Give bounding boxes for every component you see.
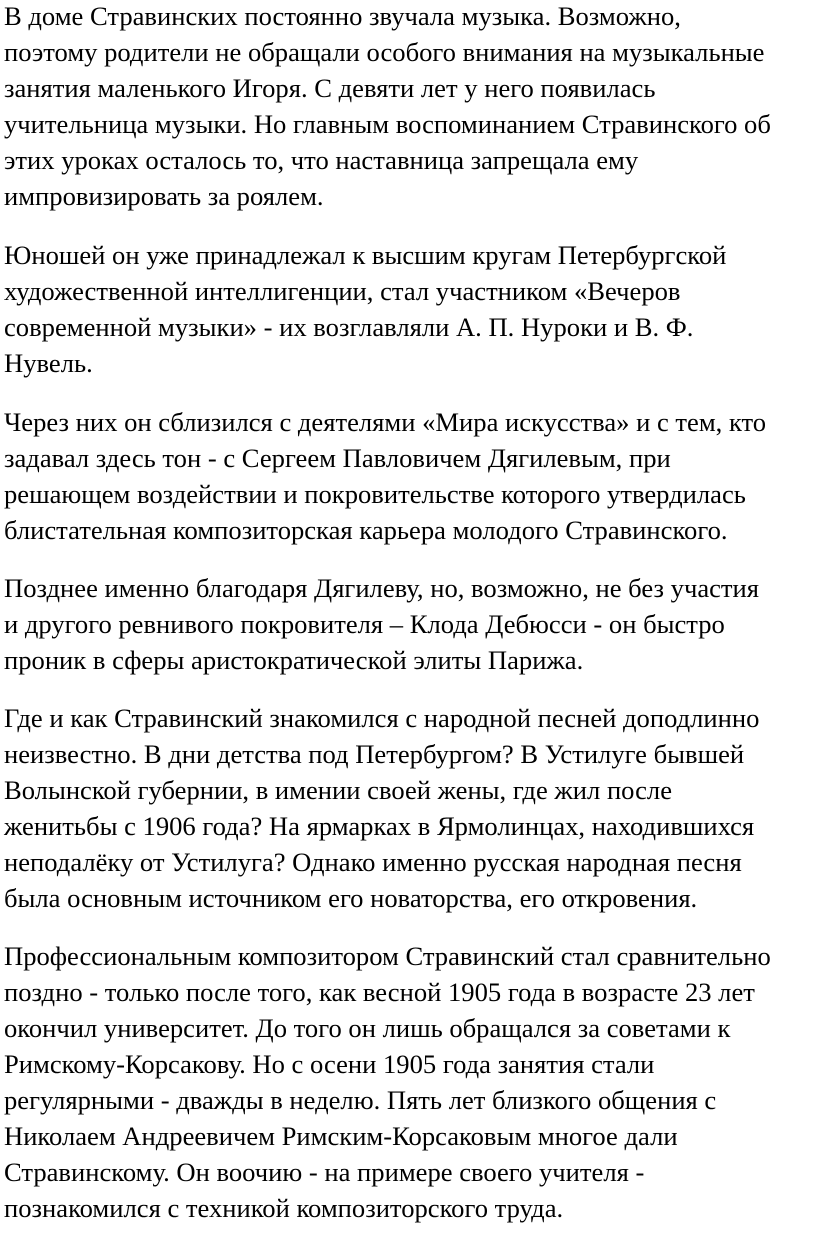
text-line: Юношей он уже принадлежал к высшим кругам Петербургской	[4, 240, 727, 270]
text-line: Через них он сблизился с деятелями «Мира искусства» и с тем, кто	[4, 407, 767, 437]
paragraph-diaghilev	[4, 404, 766, 548]
paragraph-youth	[4, 237, 726, 381]
text-line: импровизировать за роялем.	[4, 181, 324, 211]
text-line: женитьбы с 1906 года? На ярмарках в Ярмолинцах, находившихся	[4, 811, 755, 841]
text-line: неизвестно. В дни детства под Петербургом? В Устилуге бывшей	[4, 739, 745, 769]
text-line: современной музыки» - их возглавляли А. П. Нуроки и В. Ф.	[4, 312, 694, 342]
paragraph-professional	[4, 938, 771, 1226]
text-line: этих уроках осталось то, что наставница запрещала ему	[4, 145, 639, 175]
text-line: занятия маленького Игоря. С девяти лет у него появилась	[4, 73, 656, 103]
text-line: Профессиональным композитором Стравинский стал сравнительно	[4, 941, 771, 971]
text-line: и другого ревнивого покровителя – Клода Дебюсси - он быстро	[4, 609, 725, 639]
text-line: Нувель.	[4, 348, 93, 378]
text-line: окончил университет. До того он лишь обращался за советами к	[4, 1013, 731, 1043]
text-line: учительница музыки. Но главным воспоминанием Стравинского об	[4, 109, 771, 139]
text-line: блистательная композиторская карьера молодого Стравинского.	[4, 515, 728, 545]
text-line: познакомился с техникой композиторского труда.	[4, 1193, 564, 1223]
text-line: задавал здесь тон - с Сергеем Павловичем Дягилевым, при	[4, 443, 671, 473]
paragraph-folk-song	[4, 700, 759, 916]
paragraph-childhood	[4, 0, 771, 214]
text-line: Стравинскому. Он воочию - на примере своего учителя -	[4, 1157, 645, 1187]
text-line: решающем воздействии и покровительстве которого утвердилась	[4, 479, 746, 509]
text-line: поэтому родители не обращали особого внимания на музыкальные	[4, 37, 765, 67]
text-line: регулярными - дважды в неделю. Пять лет близкого общения с	[4, 1085, 717, 1115]
text-line: Римскому-Корсакову. Но с осени 1905 года занятия стали	[4, 1049, 655, 1079]
text-line: Позднее именно благодаря Дягилеву, но, возможно, не без участия	[4, 573, 760, 603]
paragraph-paris	[4, 570, 759, 678]
text-line: проник в сферы аристократической элиты Парижа.	[4, 645, 584, 675]
text-line: В доме Стравинских постоянно звучала музыка. Возможно,	[4, 1, 681, 31]
text-line: неподалёку от Устилуга? Однако именно русская народная песня	[4, 847, 742, 877]
text-line: поздно - только после того, как весной 1905 года в возрасте 23 лет	[4, 977, 755, 1007]
text-line: художественной интеллигенции, стал участником «Вечеров	[4, 276, 681, 306]
text-line: Николаем Андреевичем Римским-Корсаковым многое дали	[4, 1121, 678, 1151]
text-line: Волынской губернии, в имении своей жены, где жил после	[4, 775, 673, 805]
text-line: была основным источником его новаторства, его откровения.	[4, 883, 698, 913]
text-line: Где и как Стравинский знакомился с народной песней доподлинно	[4, 703, 760, 733]
